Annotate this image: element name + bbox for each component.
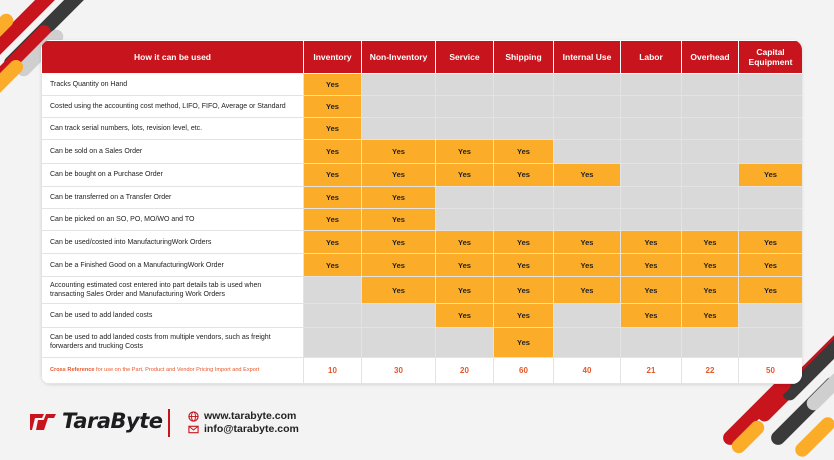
header-capital-equipment: Capital Equipment bbox=[739, 41, 803, 74]
yes-cell: Yes bbox=[682, 254, 739, 277]
empty-cell bbox=[739, 140, 803, 163]
header-overhead: Overhead bbox=[682, 41, 739, 74]
empty-cell bbox=[621, 96, 682, 118]
empty-cell bbox=[362, 327, 436, 357]
yes-cell: Yes bbox=[554, 277, 621, 304]
yes-cell: Yes bbox=[436, 304, 494, 327]
header-shipping: Shipping bbox=[494, 41, 554, 74]
yes-cell: Yes bbox=[362, 208, 436, 230]
row-label: Can be transferred on a Transfer Order bbox=[42, 186, 304, 208]
header-inventory: Inventory bbox=[304, 41, 362, 74]
yes-cell: Yes bbox=[494, 254, 554, 277]
yes-cell: Yes bbox=[494, 277, 554, 304]
empty-cell bbox=[621, 208, 682, 230]
tarabyte-logo-icon bbox=[30, 410, 56, 432]
empty-cell bbox=[739, 208, 803, 230]
table-row bbox=[42, 186, 803, 208]
yes-cell: Yes bbox=[494, 230, 554, 253]
yes-cell: Yes bbox=[362, 140, 436, 163]
empty-cell bbox=[436, 186, 494, 208]
empty-cell bbox=[682, 74, 739, 96]
table-body bbox=[42, 74, 803, 384]
empty-cell bbox=[362, 118, 436, 140]
empty-cell bbox=[362, 74, 436, 96]
cross-reference-value: 20 bbox=[436, 357, 494, 383]
empty-cell bbox=[554, 327, 621, 357]
yes-cell: Yes bbox=[739, 163, 803, 186]
table-row bbox=[42, 230, 803, 253]
yes-cell: Yes bbox=[362, 186, 436, 208]
footer-divider bbox=[168, 409, 170, 437]
header-row bbox=[42, 41, 803, 74]
email-link[interactable]: info@tarabyte.com bbox=[204, 423, 299, 435]
empty-cell bbox=[739, 118, 803, 140]
cross-reference-description: for use on the Part, Product and Vendor Pricing Import and Export bbox=[94, 366, 260, 373]
empty-cell bbox=[494, 186, 554, 208]
empty-cell bbox=[436, 96, 494, 118]
cross-reference-value: 60 bbox=[494, 357, 554, 383]
cross-reference-value: 21 bbox=[621, 357, 682, 383]
empty-cell bbox=[739, 304, 803, 327]
row-label: Can be used to add landed costs from multiple vendors, such as freight forwarders and trucking Costs bbox=[42, 327, 304, 357]
header-internal-use: Internal Use bbox=[554, 41, 621, 74]
yes-cell: Yes bbox=[304, 230, 362, 253]
yes-cell: Yes bbox=[739, 230, 803, 253]
yes-cell: Yes bbox=[362, 277, 436, 304]
tarabyte-logo bbox=[30, 409, 163, 433]
empty-cell bbox=[621, 74, 682, 96]
yes-cell: Yes bbox=[739, 254, 803, 277]
empty-cell bbox=[554, 186, 621, 208]
yes-cell: Yes bbox=[621, 254, 682, 277]
row-label: Can be used to add landed costs bbox=[42, 304, 304, 327]
table-row bbox=[42, 140, 803, 163]
empty-cell bbox=[494, 74, 554, 96]
yes-cell: Yes bbox=[304, 140, 362, 163]
empty-cell bbox=[621, 186, 682, 208]
yes-cell: Yes bbox=[621, 230, 682, 253]
empty-cell bbox=[554, 208, 621, 230]
cross-reference-value: 30 bbox=[362, 357, 436, 383]
empty-cell bbox=[304, 277, 362, 304]
globe-icon bbox=[188, 411, 199, 422]
yes-cell: Yes bbox=[362, 230, 436, 253]
yes-cell: Yes bbox=[436, 230, 494, 253]
row-label: Can be bought on a Purchase Order bbox=[42, 163, 304, 186]
empty-cell bbox=[739, 96, 803, 118]
yes-cell: Yes bbox=[494, 304, 554, 327]
yes-cell: Yes bbox=[436, 140, 494, 163]
cross-reference-value: 40 bbox=[554, 357, 621, 383]
header-non-inventory: Non-Inventory bbox=[362, 41, 436, 74]
empty-cell bbox=[682, 186, 739, 208]
table-row bbox=[42, 96, 803, 118]
empty-cell bbox=[739, 186, 803, 208]
table-row bbox=[42, 254, 803, 277]
empty-cell bbox=[682, 140, 739, 163]
empty-cell bbox=[436, 327, 494, 357]
yes-cell: Yes bbox=[304, 163, 362, 186]
email-contact[interactable] bbox=[188, 423, 299, 435]
empty-cell bbox=[436, 74, 494, 96]
row-label: Tracks Quantity on Hand bbox=[42, 74, 304, 96]
yes-cell: Yes bbox=[304, 96, 362, 118]
row-label: Can be picked on an SO, PO, MO/WO and TO bbox=[42, 208, 304, 230]
row-label: Accounting estimated cost entered into part details tab is used when transacting Sales Order and Manufacturing Work Orders bbox=[42, 277, 304, 304]
empty-cell bbox=[621, 327, 682, 357]
header-how-it-can-be-used: How it can be used bbox=[42, 41, 304, 74]
empty-cell bbox=[362, 304, 436, 327]
yes-cell: Yes bbox=[362, 254, 436, 277]
empty-cell bbox=[682, 163, 739, 186]
yes-cell: Yes bbox=[494, 327, 554, 357]
envelope-icon bbox=[188, 424, 199, 435]
empty-cell bbox=[621, 118, 682, 140]
cross-reference-value: 50 bbox=[739, 357, 803, 383]
yes-cell: Yes bbox=[494, 140, 554, 163]
yes-cell: Yes bbox=[739, 277, 803, 304]
yes-cell: Yes bbox=[304, 74, 362, 96]
cross-reference-value: 10 bbox=[304, 357, 362, 383]
yes-cell: Yes bbox=[682, 304, 739, 327]
yes-cell: Yes bbox=[682, 277, 739, 304]
empty-cell bbox=[739, 327, 803, 357]
row-label: Can be sold on a Sales Order bbox=[42, 140, 304, 163]
yes-cell: Yes bbox=[304, 186, 362, 208]
yes-cell: Yes bbox=[554, 254, 621, 277]
yes-cell: Yes bbox=[554, 230, 621, 253]
table-row bbox=[42, 277, 803, 304]
row-label: Can track serial numbers, lots, revision level, etc. bbox=[42, 118, 304, 140]
empty-cell bbox=[494, 96, 554, 118]
header-service: Service bbox=[436, 41, 494, 74]
website-contact[interactable] bbox=[188, 410, 296, 422]
cross-reference-value: 22 bbox=[682, 357, 739, 383]
yes-cell: Yes bbox=[682, 230, 739, 253]
yes-cell: Yes bbox=[362, 163, 436, 186]
yes-cell: Yes bbox=[304, 118, 362, 140]
table-row bbox=[42, 327, 803, 357]
yes-cell: Yes bbox=[554, 163, 621, 186]
table-row bbox=[42, 118, 803, 140]
yes-cell: Yes bbox=[621, 304, 682, 327]
empty-cell bbox=[682, 208, 739, 230]
yes-cell: Yes bbox=[304, 254, 362, 277]
empty-cell bbox=[362, 96, 436, 118]
yes-cell: Yes bbox=[436, 254, 494, 277]
empty-cell bbox=[554, 74, 621, 96]
empty-cell bbox=[682, 327, 739, 357]
empty-cell bbox=[682, 118, 739, 140]
website-link[interactable]: www.tarabyte.com bbox=[204, 410, 297, 422]
empty-cell bbox=[682, 96, 739, 118]
row-label: Can be a Finished Good on a ManufacturingWork Order bbox=[42, 254, 304, 277]
yes-cell: Yes bbox=[304, 208, 362, 230]
row-label: Can be used/costed into ManufacturingWork Orders bbox=[42, 230, 304, 253]
empty-cell bbox=[494, 118, 554, 140]
empty-cell bbox=[304, 304, 362, 327]
cross-reference-label bbox=[42, 357, 304, 383]
table-row bbox=[42, 208, 803, 230]
empty-cell bbox=[436, 118, 494, 140]
table-row bbox=[42, 163, 803, 186]
empty-cell bbox=[554, 304, 621, 327]
table-row bbox=[42, 74, 803, 96]
empty-cell bbox=[621, 163, 682, 186]
empty-cell bbox=[304, 327, 362, 357]
empty-cell bbox=[621, 140, 682, 163]
brand-name: TaraByte bbox=[62, 409, 163, 433]
yes-cell: Yes bbox=[436, 277, 494, 304]
table-row bbox=[42, 304, 803, 327]
yes-cell: Yes bbox=[621, 277, 682, 304]
yes-cell: Yes bbox=[494, 163, 554, 186]
yes-cell: Yes bbox=[436, 163, 494, 186]
empty-cell bbox=[554, 140, 621, 163]
row-label: Costed using the accounting cost method, LIFO, FIFO, Average or Standard bbox=[42, 96, 304, 118]
cross-reference-title: Cross Reference bbox=[50, 366, 95, 373]
empty-cell bbox=[739, 74, 803, 96]
empty-cell bbox=[554, 96, 621, 118]
empty-cell bbox=[494, 208, 554, 230]
cross-reference-row bbox=[42, 357, 803, 383]
empty-cell bbox=[436, 208, 494, 230]
empty-cell bbox=[554, 118, 621, 140]
item-type-usage-table bbox=[41, 40, 802, 384]
header-labor: Labor bbox=[621, 41, 682, 74]
